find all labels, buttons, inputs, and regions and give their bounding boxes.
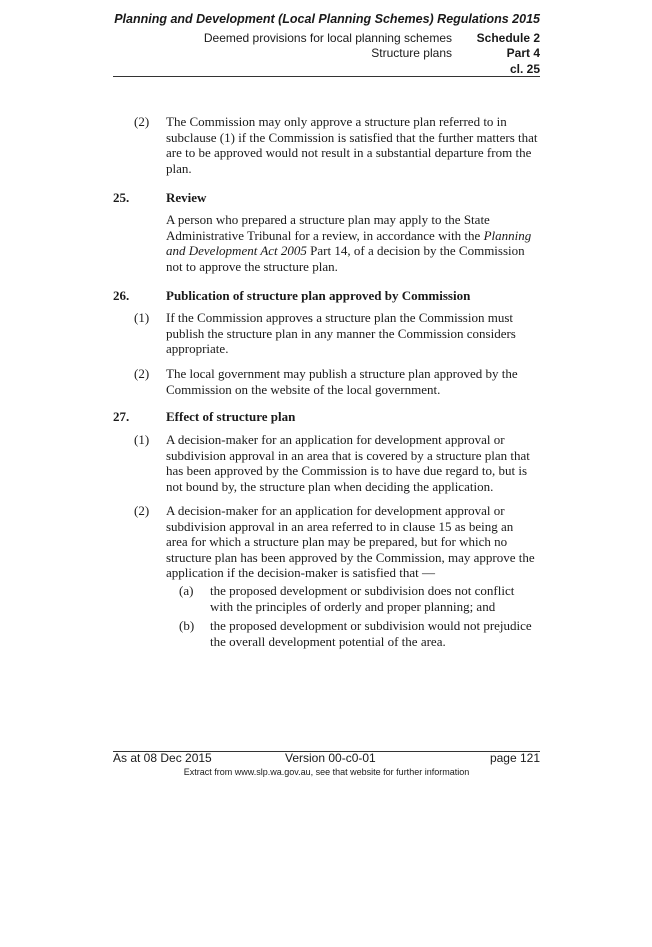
subclause-number: (1) (134, 432, 150, 447)
paragraph-text: the proposed development or subdivision would not prejudice the overall development potential of the area. (210, 618, 532, 649)
header-schedule-description: Deemed provisions for local planning schemes (203, 31, 452, 45)
subclause-text: The local government may publish a structure plan approved by the Commission on the website of the local government. (166, 366, 518, 397)
footer-date: As at 08 Dec 2015 (113, 751, 212, 765)
subclause-text: A decision-maker for an application for development approval or subdivision approval in an area that is covered by a structure plan that has been approved by the Commission is to have due regard to, but is not bound by, the structure plan when deciding the application. (166, 432, 530, 494)
paragraph-text: the proposed development or subdivision does not conflict with the principles of orderly and proper planning; and (210, 583, 515, 614)
section-number: 27. (113, 409, 130, 424)
document-title: Planning and Development (Local Planning Schemes) Regulations 2015 (114, 12, 540, 26)
subclause-number: (2) (134, 503, 150, 518)
footer-version: Version 00-c0-01 (285, 751, 376, 765)
subclause-text: The Commission may only approve a structure plan referred to in subclause (1) if the Commission is satisfied that the further matters that are to be approved would not result in a substantial departure from the plan. (166, 114, 538, 176)
section-text (166, 212, 538, 274)
header-rule (113, 76, 540, 77)
section-number: 26. (113, 288, 130, 303)
header-clause-number: cl. 25 (509, 62, 540, 76)
section-heading: Review (166, 190, 207, 205)
header-part-description: Structure plans (371, 46, 452, 60)
header-part-number: Part 4 (506, 46, 540, 60)
subclause-text: If the Commission approves a structure plan the Commission must publish the structure plan in any manner the Commission considers appropriate. (166, 310, 516, 357)
subclause-text: A decision-maker for an application for development approval or subdivision approval in an area referred to in clause 15 as being an area for which a structure plan may be prepared, but for which no structure plan has been approved by the Commission, may approve the application if the decision-maker is satisfied that — (166, 503, 535, 581)
paragraph-number: (a) (179, 583, 194, 598)
section-text-part: Part 14, of a decision by the Commission not to approve the structure plan. (166, 243, 525, 274)
section-heading: Publication of structure plan approved by Commission (166, 288, 471, 303)
footer-page-number: page 121 (489, 751, 540, 765)
subclause-number: (2) (134, 366, 150, 381)
section-number: 25. (113, 190, 130, 205)
paragraph-number: (b) (179, 618, 195, 633)
header-schedule-number: Schedule 2 (476, 31, 540, 45)
subclause-number: (1) (134, 310, 150, 325)
act-title: Planning and Development Act 2005 (166, 227, 532, 259)
section-text-part: A person who prepared a structure plan may apply to the State Administrative Tribunal for a review, in accordance with the (166, 212, 490, 243)
subclause-number: (2) (134, 114, 150, 129)
footer-extract-note: Extract from www.slp.wa.gov.au, see that website for further information (183, 767, 470, 777)
section-heading: Effect of structure plan (166, 409, 296, 424)
